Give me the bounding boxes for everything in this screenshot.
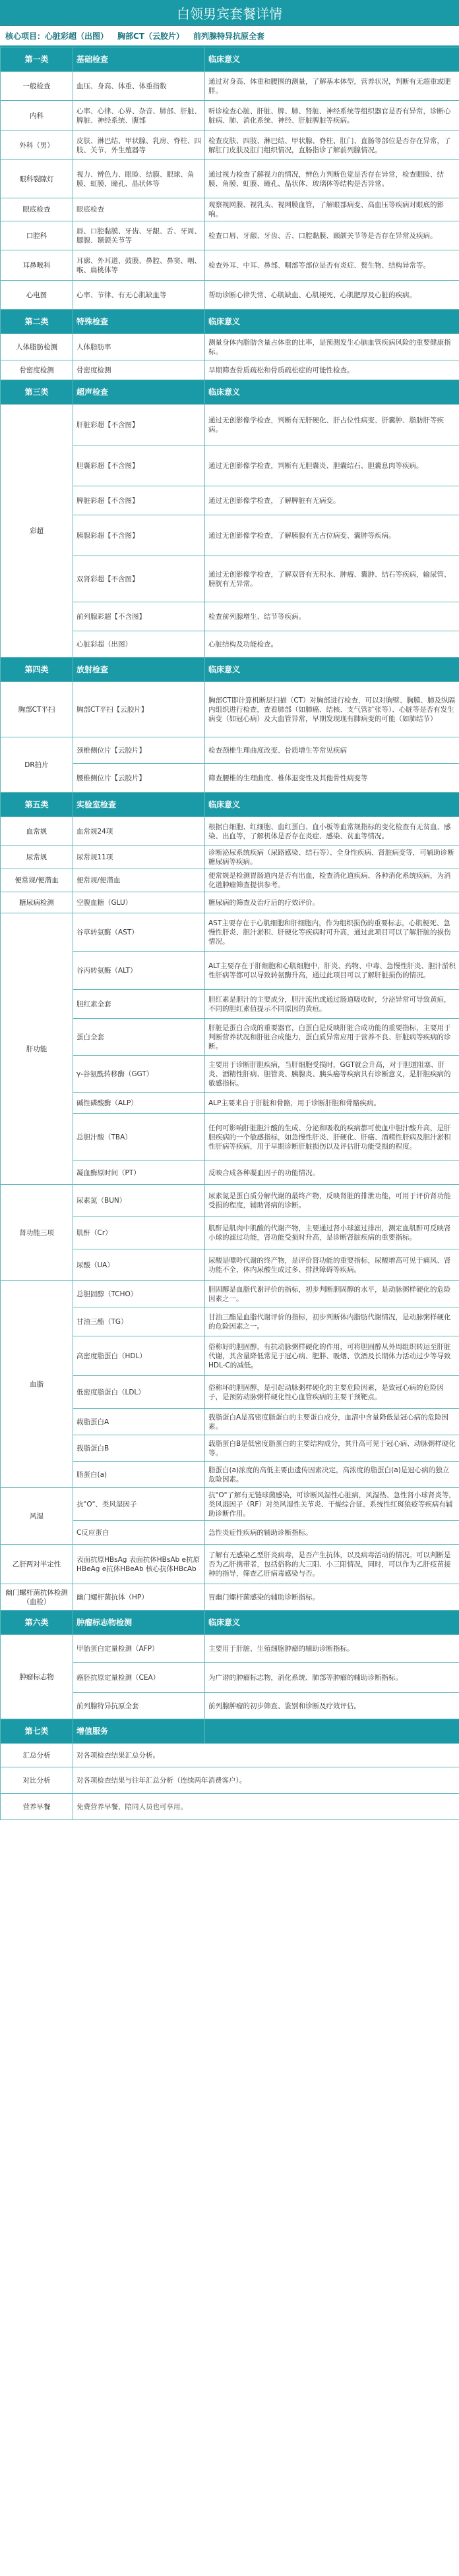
section-header-item: 基础检查 [73,47,205,72]
check-item: 表面抗原HBsAg 表面抗体HBsAb e抗原HBeAg e抗体HBeAb 核心抗体HBcAb [73,1545,205,1584]
table-row [1,1584,459,1611]
check-item: 胰腺彩超【不含图】 [73,515,205,556]
table-row [1,1281,459,1307]
group-name: 内科 [1,101,73,131]
check-item: 胆囊彩超【不含图】 [73,445,205,486]
check-item: 对各项检查结果与往年汇总分析（连续两年消费客户）。 [73,1767,459,1794]
package-ct: 胸部CT（云胶片） [117,31,185,41]
clinical-meaning: 甘油三酯是血脂代谢评价的指标，初步判断体内脂肪代谢情况，是动脉粥样硬化的危险因素之一。 [205,1307,459,1336]
clinical-meaning: 主要用于肝脏、生殖细胞肿瘤的辅助诊断指标。 [205,1635,459,1663]
table-row [1,913,459,952]
section-header [1,1611,459,1635]
table-row [1,72,459,101]
clinical-meaning: 根据白细胞、红细胞、血红蛋白、血小板等血常规指标的变化检查有无贫血、感染、出血等，了解机体是否存在炎症、感染、贫血等情况。 [205,817,459,846]
check-item: 谷丙转氨酶（ALT） [73,952,205,990]
table-row [1,160,459,198]
check-item: 颈椎侧位片【云胶片】 [73,737,205,764]
section-header-meaning: 临床意义 [205,793,459,817]
clinical-meaning: 抗"O"了解有无链球菌感染，可诊断风湿性心脏病，风湿热、急性肾小球肾炎等，类风湿因子（RF）对类风湿性关节炎、干燥综合征、系统性红斑狼疮等疾病有辅助诊断作用。 [205,1488,459,1521]
clinical-meaning: 俗称坏的胆固醇，是引起动脉粥样硬化的主要危险因素，是致冠心病的危险因子，是预防动脉粥样硬化性心血管疾病的主要干预靶点。 [205,1376,459,1409]
clinical-meaning: 通过对身高、体重和腰围的测量，了解基本体型，营养状况，判断有无超重或肥胖。 [205,72,459,101]
group-name: 肿瘤标志物 [1,1635,73,1719]
check-item: 心脏彩超（出图） [73,631,205,658]
clinical-meaning: 反映合成各种凝血因子的功能情况。 [205,1161,459,1185]
table-row [1,281,459,310]
check-item: 抗"O"、类风湿因子 [73,1488,205,1521]
group-name: 骨密度检测 [1,360,73,380]
check-item: 尿常规11项 [73,846,205,869]
check-item: 低密度脂蛋白（LDL） [73,1376,205,1409]
check-item: 肝脏彩超【不含图】 [73,405,205,445]
package-core: 核心项目：心脏彩超（出图） [5,31,109,41]
checkup-table [0,47,459,1820]
check-item: 骨密度检测 [73,360,205,380]
clinical-meaning: 检查皮肤、四肢、淋巴结、甲状腺、脊柱、肛门、直肠等部位是否存在异常，了解肛门皮肤及肛门组织情况，直肠指诊了解前列腺情况。 [205,131,459,160]
check-item: 肌酐（Cr） [73,1216,205,1249]
group-name: 风湿 [1,1488,73,1545]
table-row [1,101,459,131]
group-name: 心电图 [1,281,73,310]
check-item: 胸部CT平扫【云胶片】 [73,682,205,737]
section-header [1,1719,459,1744]
section-header-meaning: 临床意义 [205,658,459,682]
check-item: 载脂蛋白B [73,1435,205,1462]
clinical-meaning: 俗称好的胆固醇，有抗动脉粥样硬化的作用，可将胆固醇从外周组织转运至肝脏代谢，其含量降低常见于冠心病、肥胖、吸烟、饮酒及长期体力活动过少等导致HDL-C的减低。 [205,1336,459,1376]
table-row [1,405,459,445]
clinical-meaning: 胃幽门螺杆菌感染的辅助诊断指标。 [205,1584,459,1611]
section-header-item: 超声检查 [73,380,205,405]
group-name: 糖尿病检测 [1,892,73,913]
group-name: 眼科裂隙灯 [1,160,73,198]
clinical-meaning: 检查外耳、中耳、鼻部、咽部等部位是否有炎症、赘生物、结构异常等。 [205,250,459,281]
clinical-meaning: 了解有无感染乙型肝炎病毒，是否产生抗体，以及病毒活动的情况。可以判断是否为乙肝携带者，包括俗称的大三阳、小三阳情况，同时，可以作为乙肝疫苗接种的指导，筛查乙肝病毒感染与否。 [205,1545,459,1584]
section-header-category: 第二类 [1,310,73,334]
check-item: 双肾彩超【不含图】 [73,556,205,602]
section-header-meaning [205,1719,459,1744]
clinical-meaning: 筛查腰椎的生理曲度、椎体退变性及其他骨性病变等 [205,764,459,793]
section-header-category: 第六类 [1,1611,73,1635]
section-header [1,310,459,334]
clinical-meaning: ALT主要存在于肝细胞和心肌细胞中，肝炎、药物、中毒、急慢性肝炎、胆汁淤积性肝病等都可以导致转氨酶升高，通过此项目可以了解肝脏损伤的情况。 [205,952,459,990]
clinical-meaning: 听诊检查心脏、肝脏、脾、肺、肾脏、神经系统等组织器官是否有异常，诊断心脏病、肺、消化系统、神经、肝脏脾脏等疾病。 [205,101,459,131]
section-header-meaning: 临床意义 [205,380,459,405]
clinical-meaning: 通过无创影像学检查，判断有无肝硬化、肝占位性病变、肝囊肿、脂肪肝等疾病。 [205,405,459,445]
clinical-meaning: 心脏结构及功能检查。 [205,631,459,658]
clinical-meaning: 尿酸是嘌呤代谢的终产物，是评价肾功能的重要指标，尿酸增高可见于痛风、肾功能不全、体内尿酸生成过多、排泄障碍等疾病。 [205,1249,459,1281]
table-row [1,198,459,221]
clinical-meaning: 前列腺肿瘤的初步筛查、鉴别和诊断及疗效评估。 [205,1693,459,1719]
table-row [1,250,459,281]
section-header-category: 第七类 [1,1719,73,1744]
group-name: 乙肝两对半定性 [1,1545,73,1584]
clinical-meaning: 胆红素是胆汁的主要成分，胆汁流出或通过肠道吸收时，分泌异常可导致黄疸，不同的胆红素值提示不同原因的黄疸。 [205,990,459,1019]
clinical-meaning: 肝脏是蛋白合成的重要器官，白蛋白是反映肝脏合成功能的重要指标，主要用于判断营养状况和肝脏合成能力，蛋白质异常应用于营养不良、肝脏病等疾病的诊断。 [205,1019,459,1056]
clinical-meaning: AST主要存在于心肌细胞和肝细胞内，作为组织损伤的重要标志，心肌梗死、急慢性肝炎、胆汁淤积、肝硬化等疾病时可升高，通过此项目可以了解肝脏的损伤情况。 [205,913,459,952]
check-item: 谷草转氨酶（AST） [73,913,205,952]
group-name: 便常规/便潜血 [1,869,73,892]
section-header-item: 放射检查 [73,658,205,682]
section-header-meaning: 临床意义 [205,1611,459,1635]
group-name: 口腔科 [1,221,73,250]
section-header-item: 增值服务 [73,1719,205,1744]
clinical-meaning: 测量身体内脂肪含量占体重的比率，是预测发生心脑血管疾病风险的重要健康指标。 [205,334,459,360]
check-item: 血压、身高、体重、体重指数 [73,72,205,101]
check-item: 尿素氮（BUN） [73,1185,205,1216]
section-header-meaning: 临床意义 [205,47,459,72]
clinical-meaning: 载脂蛋白B是低密度脂蛋白的主要结构成分，其升高可见于冠心病、动脉粥样硬化等。 [205,1435,459,1462]
check-item: 耳廓、外耳道、鼓膜、鼻腔、鼻窦、咽、喉、扁桃体等 [73,250,205,281]
clinical-meaning: ALP主要来自于肝脏和骨骼，用于诊断肝胆和骨骼疾病。 [205,1093,459,1114]
check-item: 腰椎侧位片【云胶片】 [73,764,205,793]
group-name: 肾功能三项 [1,1185,73,1281]
check-item: 脂蛋白(a) [73,1462,205,1488]
page-title: 白领男宾套餐详情 [0,0,459,26]
group-name: 营养早餐 [1,1794,73,1820]
section-header-item: 特殊检查 [73,310,205,334]
check-item: 总胆汁酸（TBA） [73,1114,205,1161]
check-item: 心率、节律、有无心肌缺血等 [73,281,205,310]
group-name: 外科（男） [1,131,73,160]
clinical-meaning: 通过视力检查了解视力的情况，辨色力判断色觉是否存在异常，检查眼睑、结膜、角膜、虹膜、瞳孔、晶状体、玻璃体等结构是否异常。 [205,160,459,198]
check-item: 脾脏彩超【不含图】 [73,486,205,515]
group-name: 彩超 [1,405,73,658]
check-item: 高密度脂蛋白（HDL） [73,1336,205,1376]
check-item: 皮肤、淋巴结、甲状腺、乳房、脊柱、四肢、关节、外生殖器等 [73,131,205,160]
check-item: 视力、辨色力、眼睑、结膜、眼球、角膜、虹膜、瞳孔、晶状体等 [73,160,205,198]
clinical-meaning: 尿素氮是蛋白质分解代谢的最终产物，反映肾脏的排泄功能，可用于评价肾功能受损的程度，辅助肾病的诊断。 [205,1185,459,1216]
group-name: 尿常规 [1,846,73,869]
section-header-category: 第一类 [1,47,73,72]
clinical-meaning: 胸部CT即计算机断层扫描（CT）对胸部进行检查，可以对胸壁、胸膜、肺及纵隔内组织进行检查，查看肺部（如肺癌、结核、支气管扩张等）、心脏等是否有发生病变（如冠心病）及大血管异常，早期发现现有肺病变的可能（如肺结节） [205,682,459,737]
table-row [1,737,459,764]
clinical-meaning: 为广谱的肿瘤标志物，消化系统、肺部等肿瘤的辅助诊断指标。 [205,1663,459,1693]
group-name: 血脂 [1,1281,73,1488]
clinical-meaning: 载脂蛋白A是高密度脂蛋白的主要蛋白成分，血清中含量降低是冠心病的危险因素。 [205,1409,459,1435]
table-row [1,1767,459,1794]
checkup-table-body [1,47,459,1820]
check-item: 癌胚抗原定量检测（CEA） [73,1663,205,1693]
clinical-meaning: 检查颈椎生理曲度改变、骨质增生等常见疾病 [205,737,459,764]
table-row [1,221,459,250]
check-item: 空腹血糖（GLU） [73,892,205,913]
check-item: 尿酸（UA） [73,1249,205,1281]
clinical-meaning: 主要用于诊断肝胆疾病，当肝细胞受损时，GGT就会升高，对于胆道阻塞、肝炎、酒精性肝病、胆管炎、胰腺炎、胰头癌等疾病具有诊断意义，是肝胆疾病的敏感指标。 [205,1056,459,1093]
table-row [1,682,459,737]
group-name: 胸部CT平扫 [1,682,73,737]
clinical-meaning: 便常规是检测胃肠道内是否有出血，检查消化道疾病、各种消化系统疾病，为消化道肿瘤筛查提供参考。 [205,869,459,892]
group-name: 血常规 [1,817,73,846]
clinical-meaning: 糖尿病的筛查及治疗后的疗效评价。 [205,892,459,913]
check-item: 总胆固醇（TCHO） [73,1281,205,1307]
check-item: 蛋白全套 [73,1019,205,1056]
clinical-meaning: 检查前列腺增生、结节等疾病。 [205,602,459,631]
check-item: 幽门螺杆菌抗体（HP） [73,1584,205,1611]
clinical-meaning: 肌酐是肌肉中肌酸的代谢产物，主要通过肾小球滤过排出，测定血肌酐可反映肾小球的滤过功能，肾功能受损时升高，是诊断肾脏疾病的重要指标。 [205,1216,459,1249]
group-name: 耳鼻喉科 [1,250,73,281]
check-item: 人体脂肪率 [73,334,205,360]
check-item: 血常规24项 [73,817,205,846]
clinical-meaning: 早期筛查骨质疏松和骨质疏松症的可能性检查。 [205,360,459,380]
table-row [1,1545,459,1584]
group-name: 幽门螺杆菌抗体检测（血检） [1,1584,73,1611]
group-name: DR拍片 [1,737,73,793]
section-header [1,47,459,72]
group-name: 一般检查 [1,72,73,101]
clinical-meaning: 帮助诊断心律失常、心肌缺血、心肌梗死、心肌肥厚及心脏的疾病。 [205,281,459,310]
section-header-category: 第四类 [1,658,73,682]
section-header [1,793,459,817]
clinical-meaning: 检查口唇、牙龈、牙齿、舌、口腔黏膜、颞颌关节等是否存在异常及疾病。 [205,221,459,250]
check-item: 甲胎蛋白定量检测（AFP） [73,1635,205,1663]
group-name: 汇总分析 [1,1744,73,1767]
table-row [1,846,459,869]
table-row [1,131,459,160]
check-item: 前列腺彩超【不含图】 [73,602,205,631]
check-item: 唇、口腔黏膜、牙齿、牙龈、舌、牙周、腮腺、颞颌关节等 [73,221,205,250]
table-row [1,817,459,846]
clinical-meaning: 通过无创影像学检查，判断有无胆囊炎、胆囊结石、胆囊息肉等疾病。 [205,445,459,486]
table-row [1,360,459,380]
table-row [1,1794,459,1820]
group-name: 肝功能 [1,913,73,1185]
clinical-meaning: 胆固醇是血脂代谢评价的指标，初步判断胆固醇的水平，是动脉粥样硬化的危险因素之一。 [205,1281,459,1307]
table-row [1,1635,459,1663]
clinical-meaning: 观察视网膜、视乳头、视网膜血管，了解眼部病变、高血压等疾病对眼底的影响。 [205,198,459,221]
check-item: 前列腺特异抗原全套 [73,1693,205,1719]
section-header-meaning: 临床意义 [205,310,459,334]
check-item: 对各项检查结果汇总分析。 [73,1744,459,1767]
clinical-meaning: 脂蛋白(a)浓度的高低主要由遗传因素决定，高浓度的脂蛋白(a)是冠心病的独立危险因素。 [205,1462,459,1488]
table-row [1,892,459,913]
table-row [1,1488,459,1521]
clinical-meaning: 通过无创影像学检查，了解脾脏有无病变。 [205,486,459,515]
clinical-meaning: 通过无创影像学检查，了解双肾有无积水、肿瘤、囊肿、结石等疾病，输尿管、膀胱有无异常。 [205,556,459,602]
group-name: 对比分析 [1,1767,73,1794]
package-summary [0,26,459,47]
check-item: 凝血酶原时间（PT） [73,1161,205,1185]
check-item: 胆红素全套 [73,990,205,1019]
group-name: 眼底检查 [1,198,73,221]
table-row [1,334,459,360]
check-item: 碱性磷酸酶（ALP） [73,1093,205,1114]
section-header [1,658,459,682]
check-item: 载脂蛋白A [73,1409,205,1435]
section-header-category: 第五类 [1,793,73,817]
check-item: 眼底检查 [73,198,205,221]
clinical-meaning: 任何可影响肝脏胆汁酸的生成、分泌和吸收的疾病都可使血中胆汁酸升高，是肝胆疾病的一个敏感指标，如急慢性肝炎、肝硬化、肝癌、酒精性肝病及胆汁淤积性肝病等疾病，用于早期诊断肝脏损伤以及评估肝功能受损的程度。 [205,1114,459,1161]
clinical-meaning: 通过无创影像学检查，了解胰腺有无占位病变、囊肿等疾病。 [205,515,459,556]
section-header-item: 实验室检查 [73,793,205,817]
group-name: 人体脂肪检测 [1,334,73,360]
section-header-category: 第三类 [1,380,73,405]
check-item: γ-谷氨酰转移酶（GGT） [73,1056,205,1093]
check-item: 甘油三酯（TG） [73,1307,205,1336]
check-item: 免费营养早餐，陪同人员也可享用。 [73,1794,459,1820]
table-row [1,1744,459,1767]
package-psa: 前列腺特异抗原全套 [193,31,265,41]
table-row [1,1185,459,1216]
check-item: 心率、心律、心界、杂音、肺部、肝脏、脾脏、神经系统、腹部 [73,101,205,131]
check-item: 便常规/便潜血 [73,869,205,892]
check-item: C反应蛋白 [73,1521,205,1545]
table-row [1,869,459,892]
clinical-meaning: 诊断泌尿系统疾病（尿路感染、结石等）、全身性疾病、肾脏病变等，可辅助诊断糖尿病等疾病。 [205,846,459,869]
clinical-meaning: 急性炎症性疾病的辅助诊断指标。 [205,1521,459,1545]
section-header [1,380,459,405]
section-header-item: 肿瘤标志物检测 [73,1611,205,1635]
